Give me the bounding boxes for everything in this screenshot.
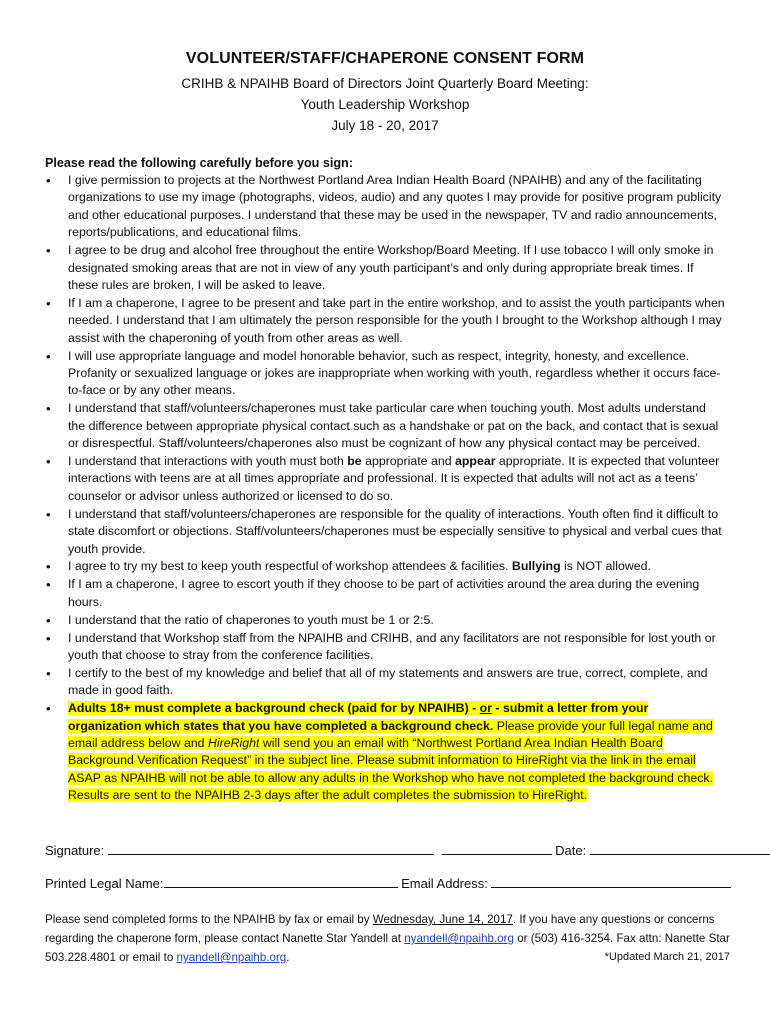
signature-row bbox=[45, 842, 770, 858]
printed-name-field[interactable] bbox=[164, 875, 398, 888]
emphasis-be: be bbox=[347, 454, 362, 468]
date-field[interactable] bbox=[590, 842, 770, 855]
name-row bbox=[45, 875, 731, 891]
item-text: I give permission to projects at the Northwest Portland Area Indian Health Board (NPAIHB) and any of the facilitating organizations to use my image (photographs, videos, audio) and any quotes I may provide for positive program publicity and other educational purposes. I understand that these may be used in the newspaper, TV and radio announcements, reports/publications, and educational films. bbox=[68, 173, 722, 240]
footer-text: Please send completed forms to the NPAIHB by fax or email by bbox=[45, 913, 373, 926]
updated-date: *Updated March 21, 2017 bbox=[604, 951, 730, 963]
item-text: appropriate. It is expected that volunteer interactions with teens are at all times appropriate and professional. It is expected that adults will not act as a teens’ counselor or advisor unless authorized or licensed to do so. bbox=[68, 454, 720, 503]
email-label: Email Address: bbox=[401, 876, 488, 891]
consent-list bbox=[45, 172, 725, 805]
emphasis-appear: appear bbox=[455, 454, 496, 468]
background-check-required: Adults 18+ must complete a background check (paid for by NPAIHB) - bbox=[68, 701, 480, 716]
item-text: I understand that staff/volunteers/chaperones are responsible for the quality of interactions. Youth often find it difficult to state discomfort or objections. Staff/volunteers/chaperones must be especially sensitive to physical and verbal cues that youth provide. bbox=[68, 506, 722, 556]
item-text: I understand that the ratio of chaperones to youth must be 1 or 2:5. bbox=[68, 612, 434, 627]
list-item bbox=[45, 172, 725, 242]
footer-text: or (503) 416-3254. Fax attn: Nanette Star 503.228.4801 or email to bbox=[45, 932, 730, 964]
footer-text: . If you have any questions or concerns regarding the chaperone form, please contact Nanette Star Yandell at bbox=[45, 913, 715, 945]
item-text: is NOT allowed. bbox=[560, 559, 651, 574]
item-text: I will use appropriate language and model honorable behavior, such as respect, integrity, honesty, and excellence. Profanity or sexualized language or jokes are inappropriate when working with youth, regardless whether it occurs face-to-face or by any other means. bbox=[68, 348, 721, 398]
meeting-line: CRIHB & NPAIHB Board of Directors Joint Quarterly Board Meeting: bbox=[181, 76, 589, 91]
item-text: I understand that Workshop staff from the NPAIHB and CRIHB, and any facilitators are not responsible for lost youth or youth that choose to stray from the conference facilities. bbox=[68, 630, 716, 662]
workshop-line: Youth Leadership Workshop bbox=[300, 97, 470, 112]
emphasis-or: or bbox=[479, 701, 492, 716]
list-item bbox=[45, 630, 725, 665]
item-text: I certify to the best of my knowledge and belief that all of my statements and answers are true, correct, complete, and made in good faith. bbox=[68, 665, 708, 698]
item-text: I understand that interactions with youth must both bbox=[68, 454, 348, 468]
list-item bbox=[45, 612, 725, 629]
list-item bbox=[45, 506, 725, 558]
signature-field[interactable] bbox=[108, 842, 434, 855]
footer-instructions bbox=[45, 910, 730, 967]
hireright-name: HireRight bbox=[207, 736, 260, 750]
contact-email-link[interactable]: nyandell@npaihb.org bbox=[404, 932, 514, 945]
background-check-alt: - submit a letter from your organization which states that you have completed a background check. bbox=[68, 701, 649, 733]
item-text: If I am a chaperone, I agree to be present and take part in the entire workshop, and to assist the youth participants when needed. I understand that I am ultimately the person responsible for the youth I brought to the Workshop although I may assist with the chaperoning of youth from other areas as well. bbox=[68, 295, 725, 345]
intro-heading: Please read the following carefully before you sign: bbox=[45, 156, 353, 170]
list-item bbox=[45, 665, 725, 700]
list-item bbox=[45, 400, 725, 452]
date-line: July 18 - 20, 2017 bbox=[331, 118, 439, 133]
item-text: I understand that staff/volunteers/chaperones must take particular care when touching youth. Most adults understand the difference between appropriate physical contact such as a handshake or pat on the back, and contact that is sexual or disrespectful. Staff/volunteers/chaperones also must be cognizant of how any physical contact may be perceived. bbox=[68, 401, 719, 451]
list-item bbox=[45, 242, 725, 294]
list-item bbox=[45, 558, 725, 575]
background-check-item bbox=[45, 700, 725, 804]
deadline-date: Wednesday, June 14, 2017 bbox=[372, 913, 513, 926]
emphasis-bullying: Bullying bbox=[511, 559, 561, 574]
date-label: Date: bbox=[555, 843, 587, 858]
list-item bbox=[45, 295, 725, 347]
item-text: appropriate and bbox=[361, 454, 456, 468]
contact-email-link-2[interactable]: nyandell@npaihb.org bbox=[176, 951, 287, 964]
signature-label: Signature: bbox=[45, 843, 105, 858]
signature-extra-field[interactable] bbox=[442, 842, 552, 855]
item-text: I agree to try my best to keep youth respectful of workshop attendees & facilities. bbox=[68, 559, 512, 574]
email-field[interactable] bbox=[491, 875, 731, 888]
printed-name-label: Printed Legal Name: bbox=[45, 876, 164, 891]
list-item bbox=[45, 348, 725, 400]
item-text: Please provide your full legal name and email address below and bbox=[68, 718, 713, 750]
list-item bbox=[45, 453, 725, 505]
footer-text: . bbox=[286, 951, 290, 964]
item-text: If I am a chaperone, I agree to escort youth if they choose to be part of activities around the area during the evening hours. bbox=[68, 577, 700, 609]
form-title: VOLUNTEER/STAFF/CHAPERONE CONSENT FORM bbox=[185, 50, 585, 67]
item-text: will send you an email with “Northwest Portland Area Indian Health Board Background Verification Request” in the subject line. Please submit information to HireRight via the link in the email ASAP as NPAIHB will not be able to allow any adults in the Workshop who have not completed the background check. Results are sent to the NPAIHB 2-3 days after the adult completes the submission to HireRight. bbox=[68, 736, 713, 803]
item-text: I agree to be drug and alcohol free throughout the entire Workshop/Board Meeting. If I use tobacco I will only smoke in designated smoking areas that are not in view of any youth participant’s and only during appropriate break times. If these rules are broken, I will be asked to leave. bbox=[68, 243, 714, 292]
list-item bbox=[45, 576, 725, 611]
